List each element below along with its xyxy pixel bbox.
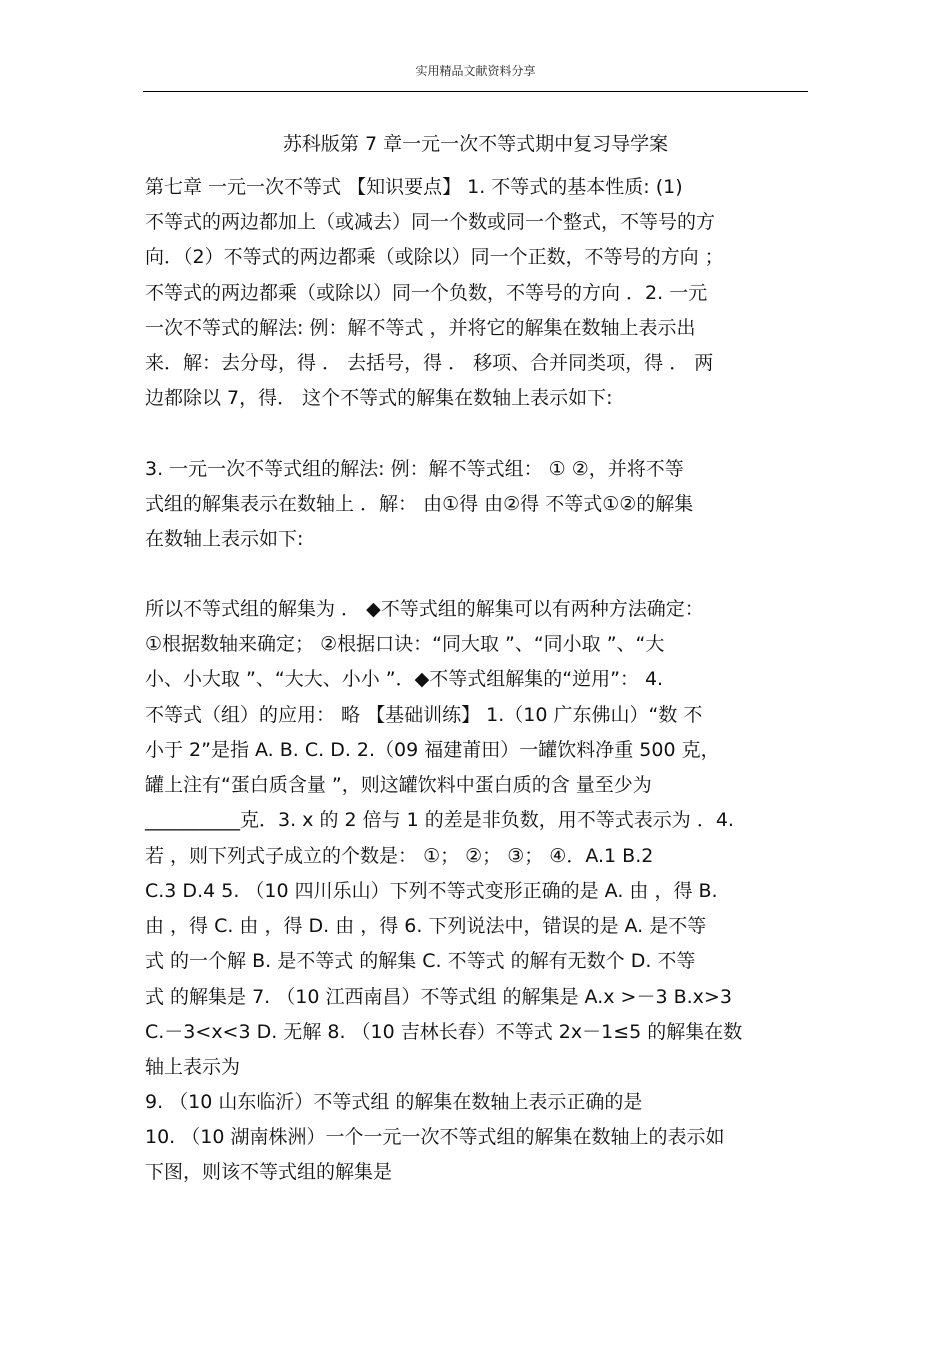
text-line: 轴上表示为 xyxy=(145,1056,241,1078)
text-line: 下图，则该不等式组的解集是 xyxy=(145,1161,393,1183)
text-line: 式 的一个解 B. 是不等式 的解集 C. 不等式 的解有无数个 D. 不等 xyxy=(145,950,696,972)
text-line: ①根据数轴来确定； ②根据口诀：“同大取 ”、“同小取 ”、“大 xyxy=(145,633,665,655)
text-line: 小、小大取 ”、“大大、小小 ”．◆不等式组解集的“逆用”： 4. xyxy=(145,668,664,690)
text-line: 第七章 一元一次不等式 【知识要点】 1. 不等式的基本性质: (1) xyxy=(145,176,683,198)
text-line: 罐上注有“蛋白质含量 ”，则这罐饮料中蛋白质的含 量至少为 xyxy=(145,774,652,796)
text-line: 式组的解集表示在数轴上 ．解： 由①得 由②得 不等式①②的解集 xyxy=(145,493,694,515)
text-line: 不等式的两边都加上（或减去）同一个数或同一个整式，不等号的方 xyxy=(145,211,716,233)
text-line: 所以不等式组的解集为 ． ◆不等式组的解集可以有两种方法确定： xyxy=(145,598,704,620)
text-line: 边都除以 7，得． 这个不等式的解集在数轴上表示如下: xyxy=(145,387,613,409)
text-line: 不等式的两边都乘（或除以）同一个负数，不等号的方向 ．2. 一元 xyxy=(145,282,708,304)
text-line: 若 ，则下列式子成立的个数是： ①； ②； ③； ④．A.1 B.2 xyxy=(145,845,654,867)
text-line: __________克．3. x 的 2 倍与 1 的差是非负数，用不等式表示为 ．4. xyxy=(145,809,734,831)
text-line: 10. （10 湖南株洲）一个一元一次不等式组的解集在数轴上的表示如 xyxy=(145,1126,725,1148)
text-line: 3. 一元一次不等式组的解法: 例：解不等式组： ① ②，并将不等 xyxy=(145,458,684,480)
text-line: 在数轴上表示如下: xyxy=(145,528,304,550)
text-line: 不等式（组）的应用： 略 【基础训练】 1.（10 广东佛山）“数 不 xyxy=(145,704,703,726)
text-line: C.－3<x<3 D. 无解 8. （10 吉林长春）不等式 2x－1≤5 的解集在数 xyxy=(145,1021,743,1043)
text-line: 向．（2）不等式的两边都乘（或除以）同一个正数，不等号的方向 ； xyxy=(145,246,724,268)
text-line: 来．解：去分母，得 ． 去括号，得 ． 移项、合并同类项，得 ． 两 xyxy=(145,352,714,374)
document-title: 苏科版第 7 章一元一次不等式期中复习导学案 xyxy=(282,133,669,155)
text-line: 由 ，得 C. 由 ，得 D. 由 ，得 6. 下列说法中，错误的是 A. 是不等 xyxy=(145,915,707,937)
header-divider xyxy=(143,91,808,92)
text-line: 小于 2”是指 A. B. C. D. 2.（09 福建莆田）一罐饮料净重 500 克， xyxy=(145,739,720,761)
text-line: C.3 D.4 5. （10 四川乐山）下列不等式变形正确的是 A. 由 ，得 B. xyxy=(145,880,718,902)
text-line: 一次不等式的解法: 例：解不等式 ，并将它的解集在数轴上表示出 xyxy=(145,317,696,339)
text-line: 9. （10 山东临沂）不等式组 的解集在数轴上表示正确的是 xyxy=(145,1091,643,1113)
page-header: 实用精品文献资料分享 xyxy=(415,64,536,78)
text-line: 式 的解集是 7. （10 江西南昌）不等式组 的解集是 A.x >－3 B.x>3 xyxy=(145,986,732,1008)
